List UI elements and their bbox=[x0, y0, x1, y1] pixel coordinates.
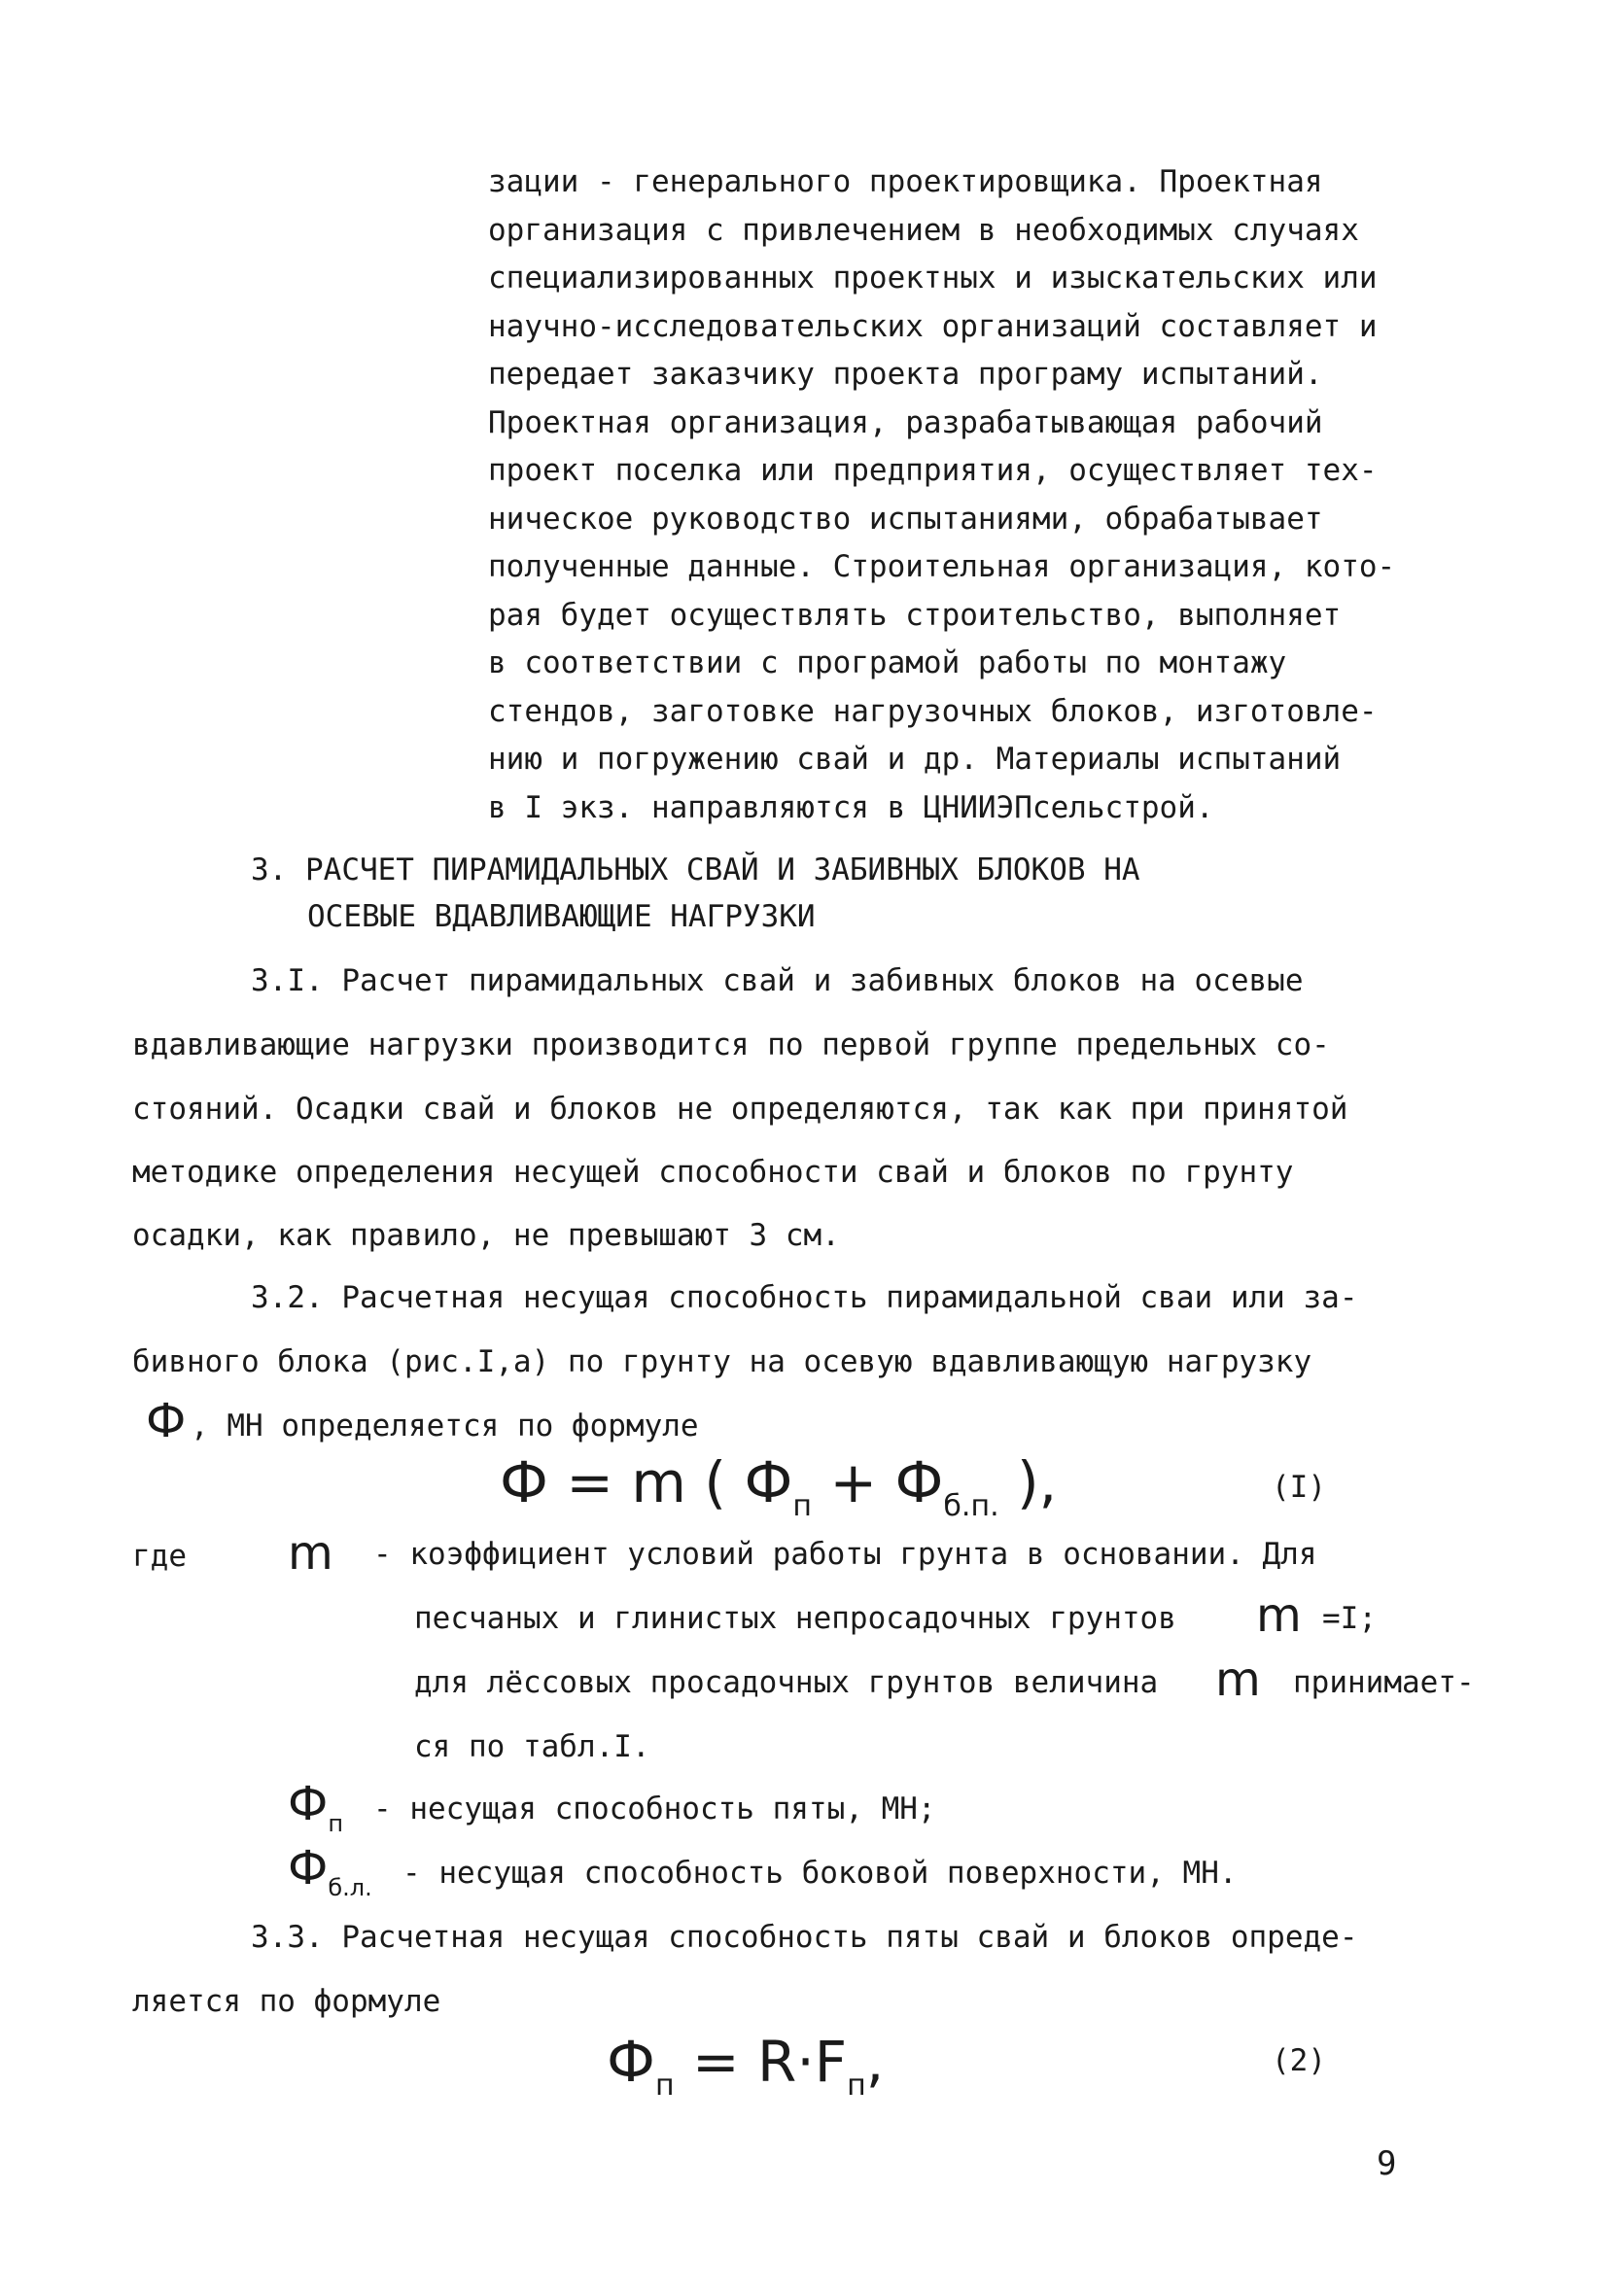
formula-1-plus: + bbox=[829, 1449, 878, 1515]
intro-paragraph bbox=[488, 164, 1396, 841]
section-heading-line-2: ОСЕВЫЕ ВДАВЛИВАЮЩИЕ НАГРУЗКИ bbox=[307, 899, 816, 934]
text-line: рая будет осуществлять строительство, выполняет bbox=[488, 597, 1342, 633]
text-line: организация с привлечением в необходимых случаях bbox=[488, 212, 1359, 248]
m-equals-one: =I; bbox=[1322, 1601, 1377, 1636]
text-line: проект поселка или предприятия, осуществляет тех- bbox=[488, 453, 1378, 488]
paragraph-3-2-tail: , МН определяется по формуле bbox=[191, 1409, 699, 1444]
m-symbol: m bbox=[288, 1526, 333, 1581]
formula-2-phi: Ф bbox=[607, 2029, 655, 2095]
text-line: специализированных проектных и изыскательских или bbox=[488, 261, 1378, 296]
formula-2-equals: = bbox=[692, 2029, 740, 2095]
text-line: стендов, заготовке нагрузочных блоков, изготовле- bbox=[488, 693, 1378, 729]
formula-1-phi-bp: Ф bbox=[894, 1449, 944, 1515]
paragraph-3-3-line: ляется по формуле bbox=[132, 1984, 441, 2019]
formula-1-equals: = bbox=[566, 1449, 613, 1515]
formula-2-number: (2) bbox=[1272, 2043, 1326, 2078]
m-symbol: m bbox=[1215, 1652, 1261, 1707]
formula-2 bbox=[607, 2029, 885, 2103]
m-symbol: m bbox=[1256, 1588, 1302, 1643]
formula-2-subscript-p: п bbox=[654, 2069, 675, 2103]
formula-1 bbox=[500, 1449, 1058, 1523]
paragraph-3-1-line: вдавливающие нагрузки производится по первой группе предельных со- bbox=[132, 1027, 1330, 1062]
paragraph-3-3-line: 3.3. Расчетная несущая способность пяты свай и блоков опреде- bbox=[251, 1920, 1358, 1955]
paragraph-3-1-line: методике определения несущей способности свай и блоков по грунту bbox=[132, 1155, 1294, 1190]
formula-1-m: m bbox=[631, 1449, 686, 1515]
formula-1-phi: Ф bbox=[500, 1449, 548, 1515]
paragraph-3-1-line: 3.I. Расчет пирамидальных свай и забивных блоков на осевые bbox=[251, 963, 1304, 998]
formula-1-subscript-p: п bbox=[792, 1489, 812, 1523]
text-line: в соответствии с програмой работы по монтажу bbox=[488, 645, 1287, 680]
paragraph-3-1-line: стояний. Осадки свай и блоков не определяются, так как при принятой bbox=[132, 1092, 1348, 1127]
phi-symbol: Ф bbox=[146, 1394, 187, 1448]
m-definition-line: для лёссовых просадочных грунтов величина bbox=[414, 1665, 1159, 1700]
paragraph-3-2-line: 3.2. Расчетная несущая способность пирамидальной сваи или за- bbox=[251, 1280, 1358, 1315]
formula-2-r: R bbox=[757, 2029, 797, 2095]
text-line: Проектная организация, разрабатывающая рабочий bbox=[488, 404, 1323, 440]
formula-1-paren-close: ), bbox=[1017, 1449, 1058, 1515]
text-line: полученные данные. Строительная организация, кото- bbox=[488, 549, 1396, 584]
phi-p-symbol: $Ф_п$ bbox=[288, 1777, 344, 1837]
formula-2-comma: , bbox=[865, 2029, 885, 2095]
text-line: ническое руководство испытаниями, обрабатывает bbox=[488, 501, 1323, 537]
paragraph-3-1-line: осадки, как правило, не превышают 3 см. bbox=[132, 1218, 840, 1253]
formula-1-number: (I) bbox=[1272, 1470, 1326, 1505]
m-definition-line: песчаных и глинистых непросадочных грунтов bbox=[414, 1601, 1176, 1636]
section-heading-line-1: 3. РАСЧЕТ ПИРАМИДАЛЬНЫХ СВАЙ И ЗАБИВНЫХ БЛОКОВ НА bbox=[251, 852, 1140, 887]
formula-2-subscript-p: п bbox=[847, 2069, 866, 2103]
formula-1-paren-open: ( bbox=[704, 1449, 726, 1515]
formula-2-dot: · bbox=[796, 2029, 815, 2095]
paragraph-3-2-line: бивного блока (рис.I,а) по грунту на осевую вдавливающую нагрузку bbox=[132, 1344, 1312, 1379]
formula-1-phi-p: Ф bbox=[744, 1449, 793, 1515]
phi-bl-symbol: $Ф_{б.л.}$ bbox=[288, 1841, 372, 1901]
page-number: 9 bbox=[1377, 2144, 1397, 2183]
text-line: научно-исследовательских организаций составляет и bbox=[488, 308, 1378, 344]
text-line: нию и погружению свай и др. Материалы испытаний bbox=[488, 742, 1342, 777]
phi-p-definition: - несущая способность пяты, МН; bbox=[373, 1792, 936, 1826]
m-definition-accept: принимает- bbox=[1293, 1665, 1475, 1700]
m-definition-line: - коэффициент условий работы грунта в основании. Для bbox=[373, 1537, 1317, 1572]
where-label: где bbox=[132, 1539, 187, 1574]
formula-1-subscript-bp: б.п. bbox=[943, 1489, 999, 1523]
m-definition-line: ся по табл.I. bbox=[414, 1729, 650, 1764]
text-line: передает заказчику проекта програму испытаний. bbox=[488, 357, 1323, 392]
phi-bl-definition: - несущая способность боковой поверхности, МН. bbox=[402, 1856, 1238, 1891]
formula-2-f: F bbox=[814, 2029, 848, 2095]
text-line: зации - генерального проектировщика. Проектная bbox=[488, 164, 1323, 199]
text-line: в I экз. направляются в ЦНИИЭПсельстрой. bbox=[488, 789, 1214, 825]
